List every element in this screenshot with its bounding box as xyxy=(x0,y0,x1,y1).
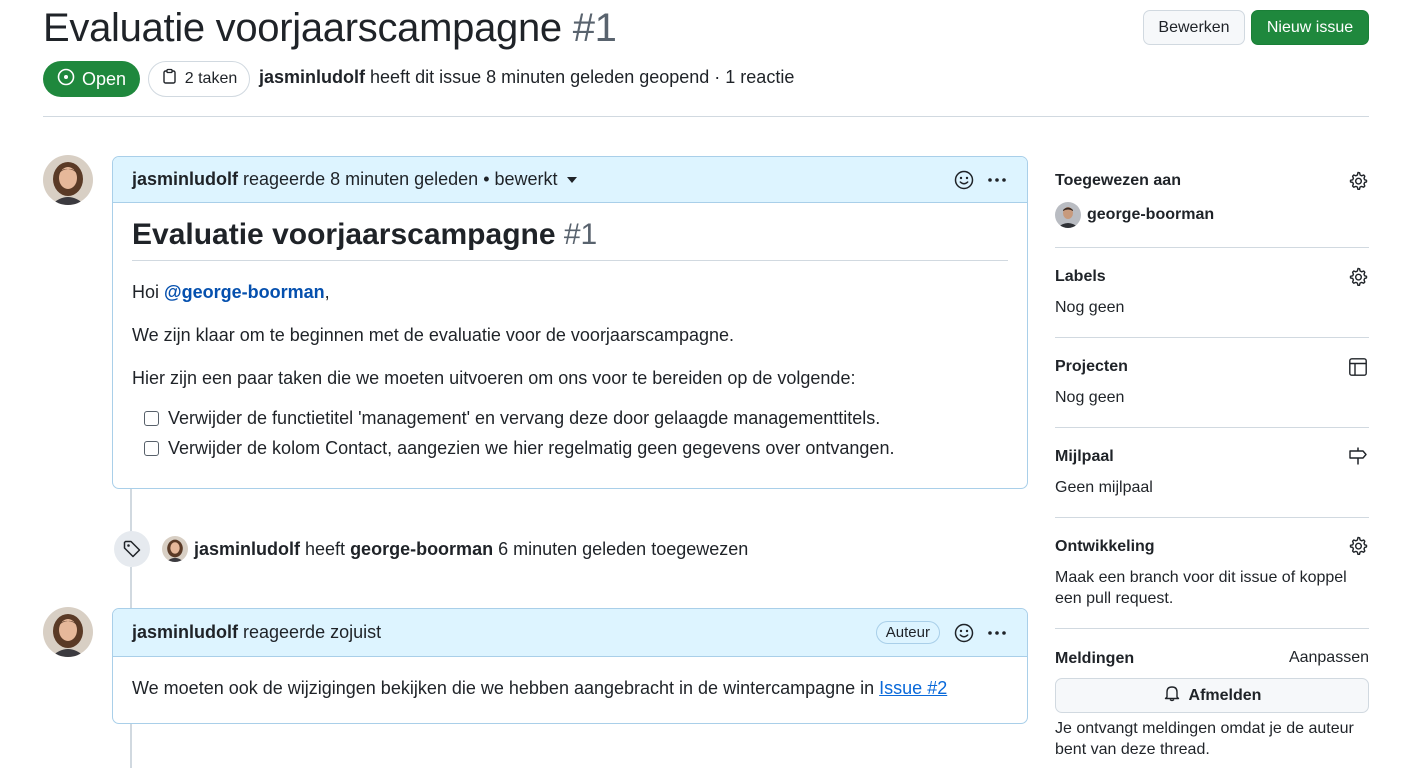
sidebar-divider xyxy=(1055,427,1369,428)
greeting-prefix: Hoi xyxy=(132,282,160,302)
smiley-icon[interactable] xyxy=(954,623,974,643)
edit-button[interactable]: Bewerken xyxy=(1143,10,1245,45)
development-text: Maak een branch voor dit issue of koppel xyxy=(1055,569,1347,586)
issue-title xyxy=(43,6,617,51)
assignee-item[interactable] xyxy=(1055,202,1214,228)
projects-title: Projecten xyxy=(1055,358,1128,375)
issue-meta-text: heeft dit issue 8 minuten geleden geopend · 1 reactie xyxy=(370,67,795,87)
smiley-icon[interactable] xyxy=(954,170,974,190)
comment-action: reageerde zojuist xyxy=(243,622,382,642)
unsubscribe-button[interactable] xyxy=(1055,678,1369,713)
task-item xyxy=(144,438,1008,459)
gear-icon[interactable] xyxy=(1348,267,1368,287)
caret-down-icon[interactable] xyxy=(567,177,577,183)
header-divider xyxy=(43,116,1369,117)
milestone-icon[interactable] xyxy=(1348,446,1368,466)
development-title: Ontwikkeling xyxy=(1055,538,1155,555)
table-icon[interactable] xyxy=(1348,357,1368,377)
sidebar-divider xyxy=(1055,337,1369,338)
unsubscribe-label: Afmelden xyxy=(1188,686,1262,704)
new-issue-button[interactable]: Nieuw issue xyxy=(1251,10,1369,45)
issue-opened-icon xyxy=(57,68,75,91)
notifications-title: Meldingen xyxy=(1055,650,1135,667)
development-text: een pull request. xyxy=(1055,590,1174,607)
event-verb: heeft xyxy=(305,538,346,559)
body-heading-number: #1 xyxy=(563,218,598,251)
gear-icon[interactable] xyxy=(1348,171,1368,191)
issue-link[interactable]: Issue #2 xyxy=(879,678,948,698)
task-checkbox[interactable] xyxy=(144,441,159,456)
comment-header xyxy=(113,157,1027,203)
sidebar-divider xyxy=(1055,247,1369,248)
sidebar-divider xyxy=(1055,628,1369,629)
milestone-value: Geen mijlpaal xyxy=(1055,479,1153,496)
greeting-paragraph xyxy=(132,282,1008,303)
avatar[interactable] xyxy=(43,155,93,205)
assignees-title: Toegewezen aan xyxy=(1055,172,1181,189)
task-label: Verwijder de functietitel 'management' en vervang deze door gelaagde managementtitels. xyxy=(168,408,881,428)
milestone-title: Mijlpaal xyxy=(1055,448,1114,465)
author-badge: Auteur xyxy=(876,621,940,644)
tag-icon xyxy=(114,531,150,567)
comment-body xyxy=(113,203,1027,459)
issue-state-label: Open xyxy=(81,68,127,89)
tasks-label: 2 taken xyxy=(184,70,238,87)
tasks-badge[interactable] xyxy=(148,61,250,97)
issue-state-badge xyxy=(43,61,140,97)
greeting-suffix: , xyxy=(324,282,330,302)
comment-body xyxy=(113,657,1027,699)
paragraph: We zijn klaar om te beginnen met de evaluatie voor de voorjaarscampagne. xyxy=(132,325,735,345)
comment-card xyxy=(112,156,1028,489)
event-target[interactable]: george-boorman xyxy=(350,538,494,559)
user-mention-link[interactable]: @george-boorman xyxy=(164,282,325,302)
issue-meta xyxy=(259,67,794,88)
labels-title: Labels xyxy=(1055,268,1106,285)
notification-reason: bent van deze thread. xyxy=(1055,741,1210,758)
event-actor[interactable]: jasminludolf xyxy=(194,538,301,559)
task-item xyxy=(144,408,1008,429)
projects-value: Nog geen xyxy=(1055,389,1125,406)
comment-header xyxy=(113,609,1027,657)
comment-card xyxy=(112,608,1028,724)
tasklist-icon xyxy=(161,68,178,90)
comment-author[interactable]: jasminludolf xyxy=(132,622,239,642)
comment-action: reageerde 8 minuten geleden • bewerkt xyxy=(243,169,558,189)
event-suffix: 6 minuten geleden toegewezen xyxy=(498,538,749,559)
issue-title-text: Evaluatie voorjaarscampagne xyxy=(43,6,562,50)
kebab-horizontal-icon[interactable] xyxy=(986,170,1008,190)
timeline-line xyxy=(130,723,132,768)
timeline-line xyxy=(130,488,132,532)
comment-text: We moeten ook de wijzigingen bekijken die we hebben aangebracht in de wintercampagne in xyxy=(132,678,875,698)
labels-value: Nog geen xyxy=(1055,299,1125,316)
body-heading-text: Evaluatie voorjaarscampagne xyxy=(132,218,556,251)
task-checkbox[interactable] xyxy=(144,411,159,426)
timeline-line xyxy=(130,567,132,609)
timeline-event-assigned xyxy=(114,531,748,567)
avatar xyxy=(1055,202,1081,228)
issue-author-link[interactable]: jasminludolf xyxy=(259,67,366,87)
assignee-name: george-boorman xyxy=(1087,206,1215,223)
body-heading xyxy=(132,218,1008,261)
paragraph: Hier zijn een paar taken die we moeten uitvoeren om ons voor te bereiden op de volgende: xyxy=(132,368,856,388)
avatar[interactable] xyxy=(43,607,93,657)
kebab-horizontal-icon[interactable] xyxy=(986,623,1008,643)
issue-number: #1 xyxy=(572,6,617,50)
bell-icon xyxy=(1163,684,1181,707)
task-label: Verwijder de kolom Contact, aangezien we hier regelmatig geen gegevens over ontvangen. xyxy=(168,438,895,458)
comment-author[interactable]: jasminludolf xyxy=(132,169,239,189)
sidebar-divider xyxy=(1055,517,1369,518)
avatar[interactable] xyxy=(162,536,188,562)
customize-link[interactable]: Aanpassen xyxy=(1288,649,1369,666)
gear-icon[interactable] xyxy=(1348,536,1368,556)
notification-reason: Je ontvangt meldingen omdat je de auteur xyxy=(1055,720,1354,737)
